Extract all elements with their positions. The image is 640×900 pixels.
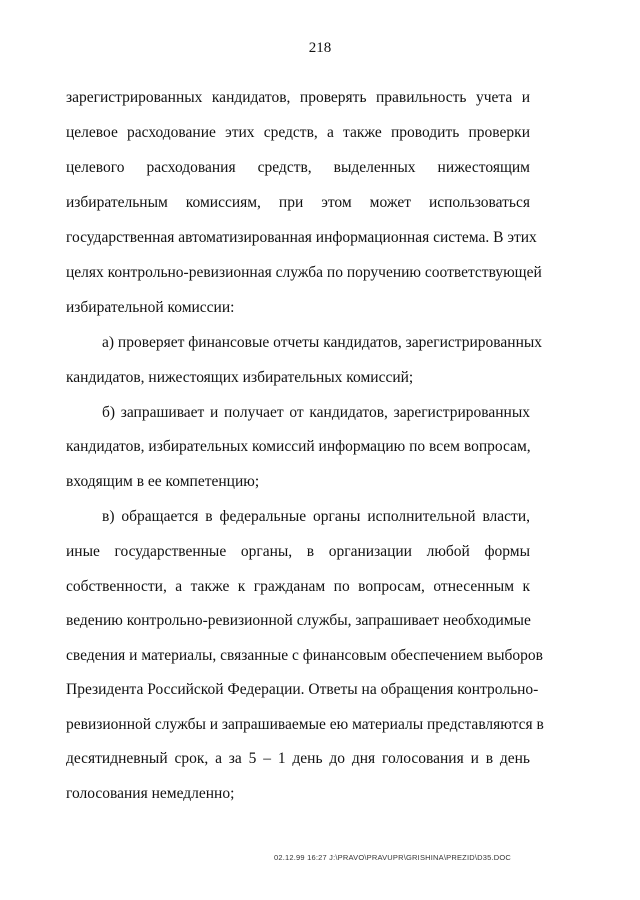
text-line: зарегистрированных кандидатов, проверять правильность учета и (66, 89, 530, 106)
page-number: 218 (308, 40, 332, 56)
text-line: ревизионной службы и запрашиваемые ею материалы представляются в (66, 716, 544, 733)
text-line: государственная автоматизированная информационная система. В этих (66, 229, 537, 246)
text-line: кандидатов, избирательных комиссий информацию по всем вопросам, (66, 438, 531, 455)
list-item-b-line: б) запрашивает и получает от кандидатов, зарегистрированных (102, 404, 530, 421)
list-item-a-line: а) проверяет финансовые отчеты кандидатов, зарегистрированных (102, 334, 543, 351)
text-line: входящим в ее компетенцию; (66, 473, 260, 490)
text-line: ведению контрольно-ревизионной службы, запрашивает необходимые (66, 612, 531, 629)
text-line: целях контрольно-ревизионная служба по поручению соответствующей (66, 264, 542, 281)
list-item-v-line: в) обращается в федеральные органы исполнительной власти, (102, 508, 530, 525)
file-path-footer: 02.12.99 16:27 J:\PRAVO\PRAVUPR\GRISHINA\PREZID\D35.DOC (274, 853, 512, 862)
text-line: кандидатов, нижестоящих избирательных комиссий; (66, 369, 414, 386)
text-line: Президента Российской Федерации. Ответы на обращения контрольно- (66, 681, 539, 698)
text-line: избирательным комиссиям, при этом может использоваться (66, 194, 530, 211)
text-line: собственности, а также к гражданам по вопросам, отнесенным к (66, 578, 530, 595)
text-line: целевое расходование этих средств, а также проводить проверки (66, 124, 530, 141)
text-line: иные государственные органы, в организации любой формы (66, 543, 530, 560)
text-line: сведения и материалы, связанные с финансовым обеспечением выборов (66, 647, 543, 664)
text-line: целевого расходования средств, выделенных нижестоящим (66, 159, 530, 176)
text-line: голосования немедленно; (66, 785, 235, 802)
text-line: избирательной комиссии: (66, 299, 235, 316)
text-line: десятидневный срок, а за 5 – 1 день до дня голосования и в день (66, 750, 530, 767)
